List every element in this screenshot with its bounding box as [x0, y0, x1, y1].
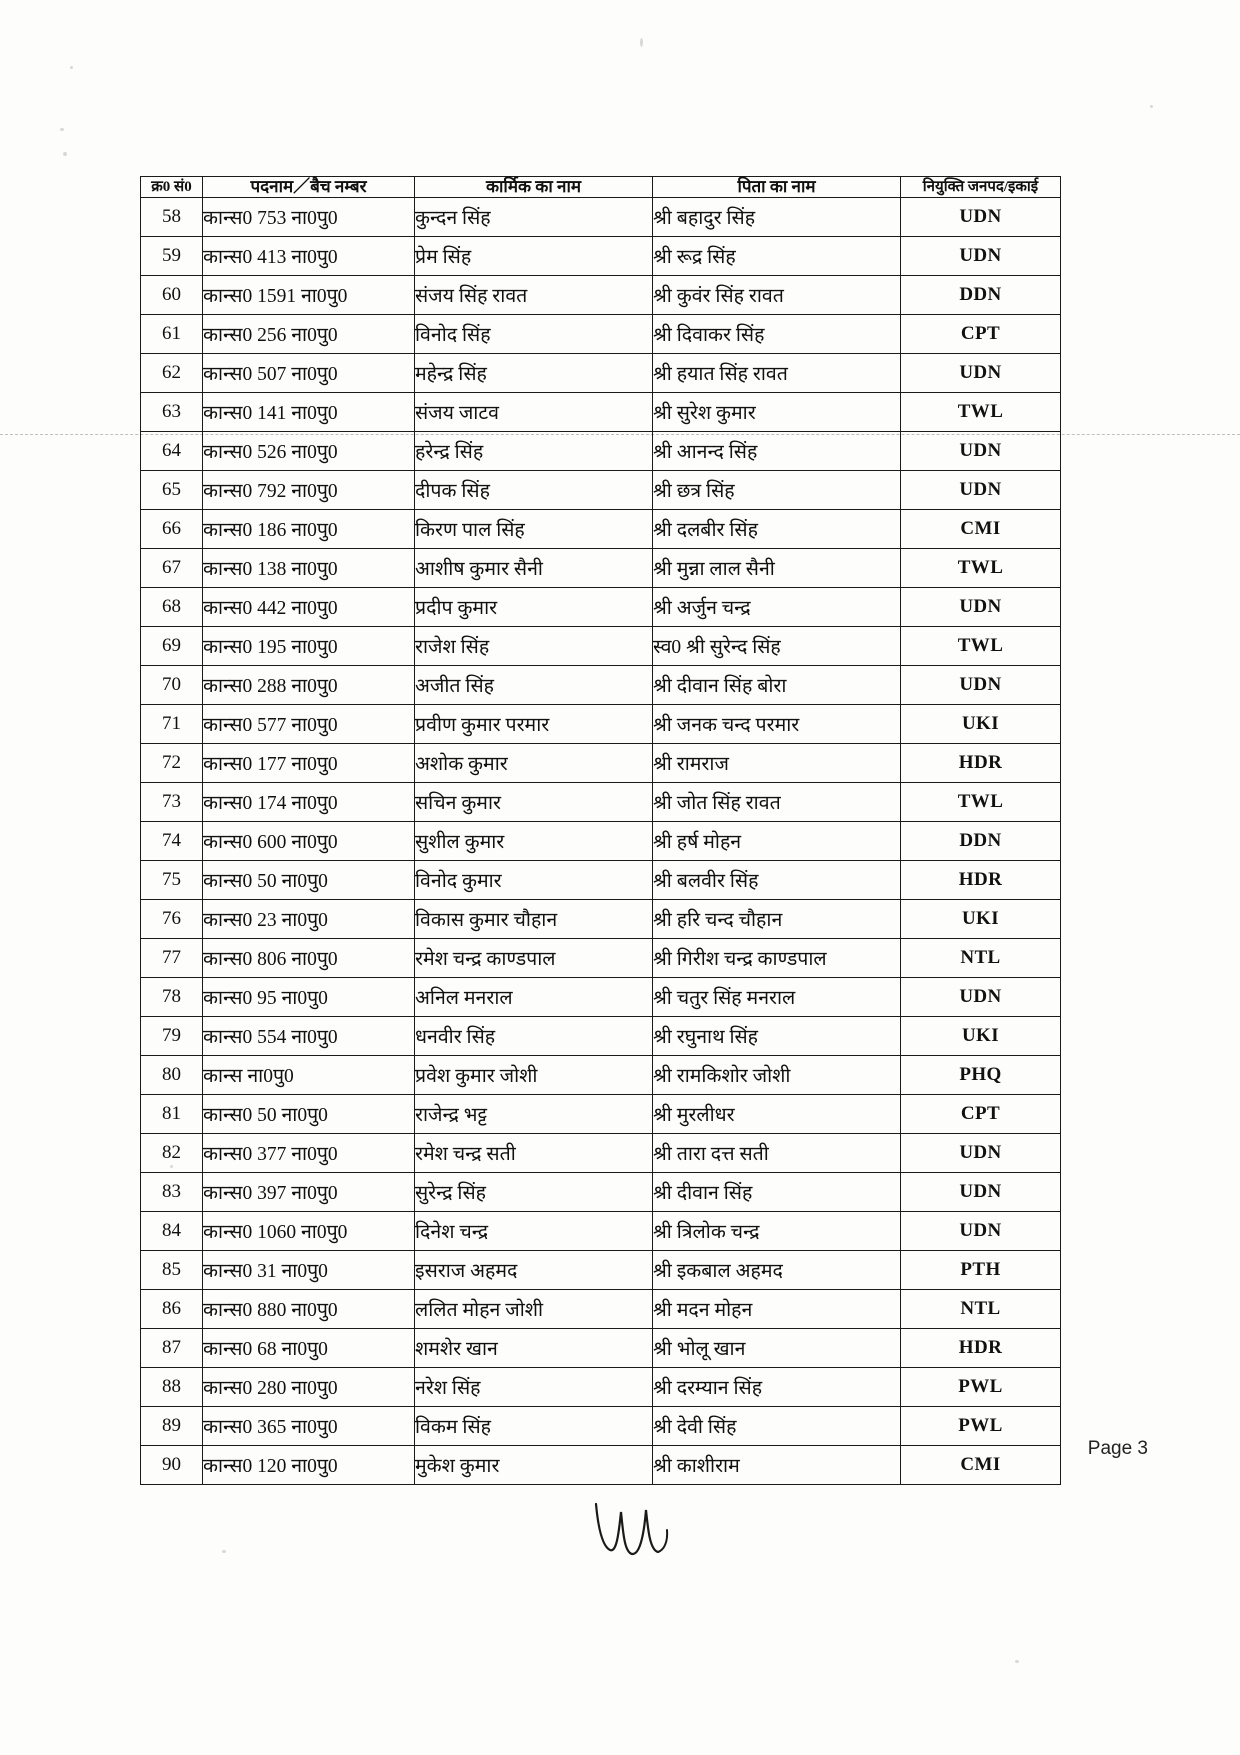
table-row — [141, 314, 1061, 353]
cell-father: श्री इकबाल अहमद — [653, 1250, 901, 1289]
cell-serial: 58 — [141, 197, 203, 236]
cell-serial: 79 — [141, 1016, 203, 1055]
cell-post: कान्स0 195 ना0पु0 — [203, 626, 415, 665]
table-row — [141, 626, 1061, 665]
cell-post: कान्स0 526 ना0पु0 — [203, 431, 415, 470]
cell-post: कान्स0 377 ना0पु0 — [203, 1133, 415, 1172]
cell-father: श्री दिवाकर सिंह — [653, 314, 901, 353]
cell-unit: PWL — [901, 1406, 1061, 1445]
cell-post: कान्स0 138 ना0पु0 — [203, 548, 415, 587]
cell-father: श्री दरम्यान सिंह — [653, 1367, 901, 1406]
cell-father: श्री बहादुर सिंह — [653, 197, 901, 236]
cell-name: विनोद कुमार — [415, 860, 653, 899]
scan-speck — [70, 66, 73, 69]
cell-name: विकम सिंह — [415, 1406, 653, 1445]
cell-serial: 77 — [141, 938, 203, 977]
cell-unit: PHQ — [901, 1055, 1061, 1094]
cell-serial: 59 — [141, 236, 203, 275]
cell-father: श्री मदन मोहन — [653, 1289, 901, 1328]
cell-name: विकास कुमार चौहान — [415, 899, 653, 938]
cell-serial: 67 — [141, 548, 203, 587]
cell-post: कान्स0 753 ना0पु0 — [203, 197, 415, 236]
cell-unit: UDN — [901, 587, 1061, 626]
table-row — [141, 1406, 1061, 1445]
cell-father: श्री रामकिशोर जोशी — [653, 1055, 901, 1094]
cell-unit: HDR — [901, 860, 1061, 899]
cell-father: श्री हयात सिंह रावत — [653, 353, 901, 392]
cell-name: रमेश चन्द्र काण्डपाल — [415, 938, 653, 977]
table-body — [141, 197, 1061, 1484]
cell-serial: 83 — [141, 1172, 203, 1211]
table-row — [141, 899, 1061, 938]
scan-speck — [60, 128, 64, 131]
cell-father: श्री जोत सिंह रावत — [653, 782, 901, 821]
table-row — [141, 782, 1061, 821]
cell-post: कान्स0 1060 ना0पु0 — [203, 1211, 415, 1250]
cell-post: कान्स0 397 ना0पु0 — [203, 1172, 415, 1211]
cell-unit: HDR — [901, 1328, 1061, 1367]
cell-father: श्री दीवान सिंह — [653, 1172, 901, 1211]
cell-name: प्रवीण कुमार परमार — [415, 704, 653, 743]
cell-post: कान्स0 68 ना0पु0 — [203, 1328, 415, 1367]
cell-post: कान्स0 442 ना0पु0 — [203, 587, 415, 626]
table-row — [141, 236, 1061, 275]
table-row — [141, 1250, 1061, 1289]
cell-name: प्रवेश कुमार जोशी — [415, 1055, 653, 1094]
table-header — [141, 177, 1061, 198]
cell-name: दीपक सिंह — [415, 470, 653, 509]
cell-father: श्री रामराज — [653, 743, 901, 782]
cell-post: कान्स ना0पु0 — [203, 1055, 415, 1094]
cell-father: श्री कुवंर सिंह रावत — [653, 275, 901, 314]
cell-serial: 69 — [141, 626, 203, 665]
table-row — [141, 470, 1061, 509]
cell-unit: CMI — [901, 509, 1061, 548]
cell-post: कान्स0 806 ना0पु0 — [203, 938, 415, 977]
cell-father: श्री मुन्ना लाल सैनी — [653, 548, 901, 587]
cell-serial: 75 — [141, 860, 203, 899]
cell-name: इसराज अहमद — [415, 1250, 653, 1289]
cell-serial: 90 — [141, 1445, 203, 1484]
column-header-father: पिता का नाम — [653, 177, 901, 198]
table-row — [141, 197, 1061, 236]
cell-post: कान्स0 554 ना0पु0 — [203, 1016, 415, 1055]
table-row — [141, 938, 1061, 977]
table-header-row — [141, 177, 1061, 198]
table-row — [141, 1055, 1061, 1094]
cell-serial: 63 — [141, 392, 203, 431]
cell-unit: UKI — [901, 899, 1061, 938]
cell-unit: TWL — [901, 392, 1061, 431]
table-row — [141, 1133, 1061, 1172]
cell-name: सचिन कुमार — [415, 782, 653, 821]
cell-post: कान्स0 186 ना0पु0 — [203, 509, 415, 548]
cell-post: कान्स0 365 ना0पु0 — [203, 1406, 415, 1445]
cell-father: स्व0 श्री सुरेन्द सिंह — [653, 626, 901, 665]
cell-post: कान्स0 880 ना0पु0 — [203, 1289, 415, 1328]
cell-unit: PTH — [901, 1250, 1061, 1289]
cell-post: कान्स0 600 ना0पु0 — [203, 821, 415, 860]
table-row — [141, 977, 1061, 1016]
table-row — [141, 704, 1061, 743]
cell-serial: 81 — [141, 1094, 203, 1133]
cell-post: कान्स0 50 ना0पु0 — [203, 1094, 415, 1133]
cell-unit: UDN — [901, 353, 1061, 392]
cell-father: श्री दीवान सिंह बोरा — [653, 665, 901, 704]
cell-unit: PWL — [901, 1367, 1061, 1406]
cell-name: संजय सिंह रावत — [415, 275, 653, 314]
cell-name: दिनेश चन्द्र — [415, 1211, 653, 1250]
cell-post: कान्स0 23 ना0पु0 — [203, 899, 415, 938]
cell-name: सुरेन्द्र सिंह — [415, 1172, 653, 1211]
cell-serial: 65 — [141, 470, 203, 509]
table-row — [141, 587, 1061, 626]
cell-father: श्री हरि चन्द चौहान — [653, 899, 901, 938]
personnel-table — [140, 176, 1061, 1485]
cell-unit: UKI — [901, 704, 1061, 743]
cell-unit: TWL — [901, 782, 1061, 821]
cell-serial: 88 — [141, 1367, 203, 1406]
cell-name: ललित मोहन जोशी — [415, 1289, 653, 1328]
page-number: Page 3 — [1087, 1438, 1148, 1459]
cell-father: श्री छत्र सिंह — [653, 470, 901, 509]
cell-post: कान्स0 174 ना0पु0 — [203, 782, 415, 821]
table-row — [141, 665, 1061, 704]
cell-name: प्रेम सिंह — [415, 236, 653, 275]
cell-serial: 72 — [141, 743, 203, 782]
cell-father: श्री जनक चन्द परमार — [653, 704, 901, 743]
cell-father: श्री सुरेश कुमार — [653, 392, 901, 431]
cell-serial: 84 — [141, 1211, 203, 1250]
cell-name: प्रदीप कुमार — [415, 587, 653, 626]
cell-unit: UDN — [901, 1133, 1061, 1172]
cell-serial: 70 — [141, 665, 203, 704]
cell-post: कान्स0 256 ना0पु0 — [203, 314, 415, 353]
table-row — [141, 860, 1061, 899]
table-row — [141, 1289, 1061, 1328]
cell-name: संजय जाटव — [415, 392, 653, 431]
cell-post: कान्स0 507 ना0पु0 — [203, 353, 415, 392]
cell-name: अनिल मनराल — [415, 977, 653, 1016]
cell-name: हरेन्द्र सिंह — [415, 431, 653, 470]
column-header-unit: नियुक्ति जनपद/इकाई — [901, 177, 1061, 198]
cell-serial: 62 — [141, 353, 203, 392]
cell-name: शमशेर खान — [415, 1328, 653, 1367]
table-row — [141, 1328, 1061, 1367]
cell-father: श्री हर्ष मोहन — [653, 821, 901, 860]
table-row — [141, 743, 1061, 782]
cell-post: कान्स0 95 ना0पु0 — [203, 977, 415, 1016]
scan-speck — [1015, 1660, 1019, 1663]
table-row — [141, 1172, 1061, 1211]
scan-speck — [640, 38, 643, 47]
cell-name: नरेश सिंह — [415, 1367, 653, 1406]
cell-serial: 89 — [141, 1406, 203, 1445]
table-row — [141, 1094, 1061, 1133]
scan-speck — [222, 1550, 226, 1553]
table-row — [141, 509, 1061, 548]
column-header-serial: क्र0 सं0 — [141, 177, 203, 198]
cell-name: कुन्दन सिंह — [415, 197, 653, 236]
cell-name: अशोक कुमार — [415, 743, 653, 782]
cell-name: राजेन्द्र भट्ट — [415, 1094, 653, 1133]
table-row — [141, 275, 1061, 314]
scan-speck — [1150, 105, 1153, 108]
cell-father: श्री चतुर सिंह मनराल — [653, 977, 901, 1016]
table-row — [141, 353, 1061, 392]
cell-unit: DDN — [901, 821, 1061, 860]
cell-serial: 80 — [141, 1055, 203, 1094]
cell-unit: HDR — [901, 743, 1061, 782]
cell-post: कान्स0 31 ना0पु0 — [203, 1250, 415, 1289]
cell-serial: 66 — [141, 509, 203, 548]
cell-unit: CPT — [901, 1094, 1061, 1133]
cell-father: श्री बलवीर सिंह — [653, 860, 901, 899]
cell-father: श्री तारा दत्त सती — [653, 1133, 901, 1172]
cell-unit: NTL — [901, 938, 1061, 977]
cell-father: श्री भोलू खान — [653, 1328, 901, 1367]
column-header-name: कार्मिक का नाम — [415, 177, 653, 198]
cell-serial: 64 — [141, 431, 203, 470]
cell-father: श्री त्रिलोक चन्द्र — [653, 1211, 901, 1250]
cell-father: श्री अर्जुन चन्द्र — [653, 587, 901, 626]
cell-unit: CPT — [901, 314, 1061, 353]
cell-serial: 76 — [141, 899, 203, 938]
cell-father: श्री दलबीर सिंह — [653, 509, 901, 548]
column-header-post: पदनाम／बैच नम्बर — [203, 177, 415, 198]
cell-serial: 60 — [141, 275, 203, 314]
cell-post: कान्स0 177 ना0पु0 — [203, 743, 415, 782]
cell-father: श्री गिरीश चन्द्र काण्डपाल — [653, 938, 901, 977]
cell-post: कान्स0 141 ना0पु0 — [203, 392, 415, 431]
cell-father: श्री रघुनाथ सिंह — [653, 1016, 901, 1055]
cell-post: कान्स0 792 ना0पु0 — [203, 470, 415, 509]
cell-unit: UKI — [901, 1016, 1061, 1055]
table-row — [141, 548, 1061, 587]
cell-unit: UDN — [901, 1211, 1061, 1250]
cell-serial: 74 — [141, 821, 203, 860]
cell-unit: UDN — [901, 431, 1061, 470]
cell-post: कान्स0 1591 ना0पु0 — [203, 275, 415, 314]
cell-post: कान्स0 50 ना0पु0 — [203, 860, 415, 899]
cell-unit: TWL — [901, 548, 1061, 587]
cell-serial: 71 — [141, 704, 203, 743]
cell-serial: 86 — [141, 1289, 203, 1328]
table-row — [141, 821, 1061, 860]
cell-father: श्री देवी सिंह — [653, 1406, 901, 1445]
cell-unit: UDN — [901, 197, 1061, 236]
cell-name: विनोद सिंह — [415, 314, 653, 353]
cell-post: कान्स0 288 ना0पु0 — [203, 665, 415, 704]
cell-name: मुकेश कुमार — [415, 1445, 653, 1484]
table-row — [141, 431, 1061, 470]
cell-father: श्री मुरलीधर — [653, 1094, 901, 1133]
cell-name: राजेश सिंह — [415, 626, 653, 665]
cell-post: कान्स0 413 ना0पु0 — [203, 236, 415, 275]
cell-unit: UDN — [901, 977, 1061, 1016]
cell-unit: UDN — [901, 470, 1061, 509]
cell-father: श्री काशीराम — [653, 1445, 901, 1484]
cell-post: कान्स0 120 ना0पु0 — [203, 1445, 415, 1484]
cell-name: आशीष कुमार सैनी — [415, 548, 653, 587]
cell-unit: UDN — [901, 236, 1061, 275]
cell-serial: 68 — [141, 587, 203, 626]
table-row — [141, 1367, 1061, 1406]
handwritten-signature — [588, 1500, 678, 1570]
cell-post: कान्स0 280 ना0पु0 — [203, 1367, 415, 1406]
cell-serial: 87 — [141, 1328, 203, 1367]
cell-post: कान्स0 577 ना0पु0 — [203, 704, 415, 743]
cell-unit: UDN — [901, 1172, 1061, 1211]
cell-serial: 61 — [141, 314, 203, 353]
cell-name: किरण पाल सिंह — [415, 509, 653, 548]
cell-serial: 73 — [141, 782, 203, 821]
table-row — [141, 1445, 1061, 1484]
cell-serial: 78 — [141, 977, 203, 1016]
cell-father: श्री रूद्र सिंह — [653, 236, 901, 275]
cell-name: सुशील कुमार — [415, 821, 653, 860]
table-row — [141, 392, 1061, 431]
cell-unit: CMI — [901, 1445, 1061, 1484]
cell-name: धनवीर सिंह — [415, 1016, 653, 1055]
cell-serial: 82 — [141, 1133, 203, 1172]
cell-unit: DDN — [901, 275, 1061, 314]
cell-serial: 85 — [141, 1250, 203, 1289]
cell-unit: UDN — [901, 665, 1061, 704]
cell-name: महेन्द्र सिंह — [415, 353, 653, 392]
table-row — [141, 1211, 1061, 1250]
table-row — [141, 1016, 1061, 1055]
scan-speck — [63, 152, 67, 156]
cell-father: श्री आनन्द सिंह — [653, 431, 901, 470]
cell-name: रमेश चन्द्र सती — [415, 1133, 653, 1172]
cell-name: अजीत सिंह — [415, 665, 653, 704]
cell-unit: NTL — [901, 1289, 1061, 1328]
cell-unit: TWL — [901, 626, 1061, 665]
